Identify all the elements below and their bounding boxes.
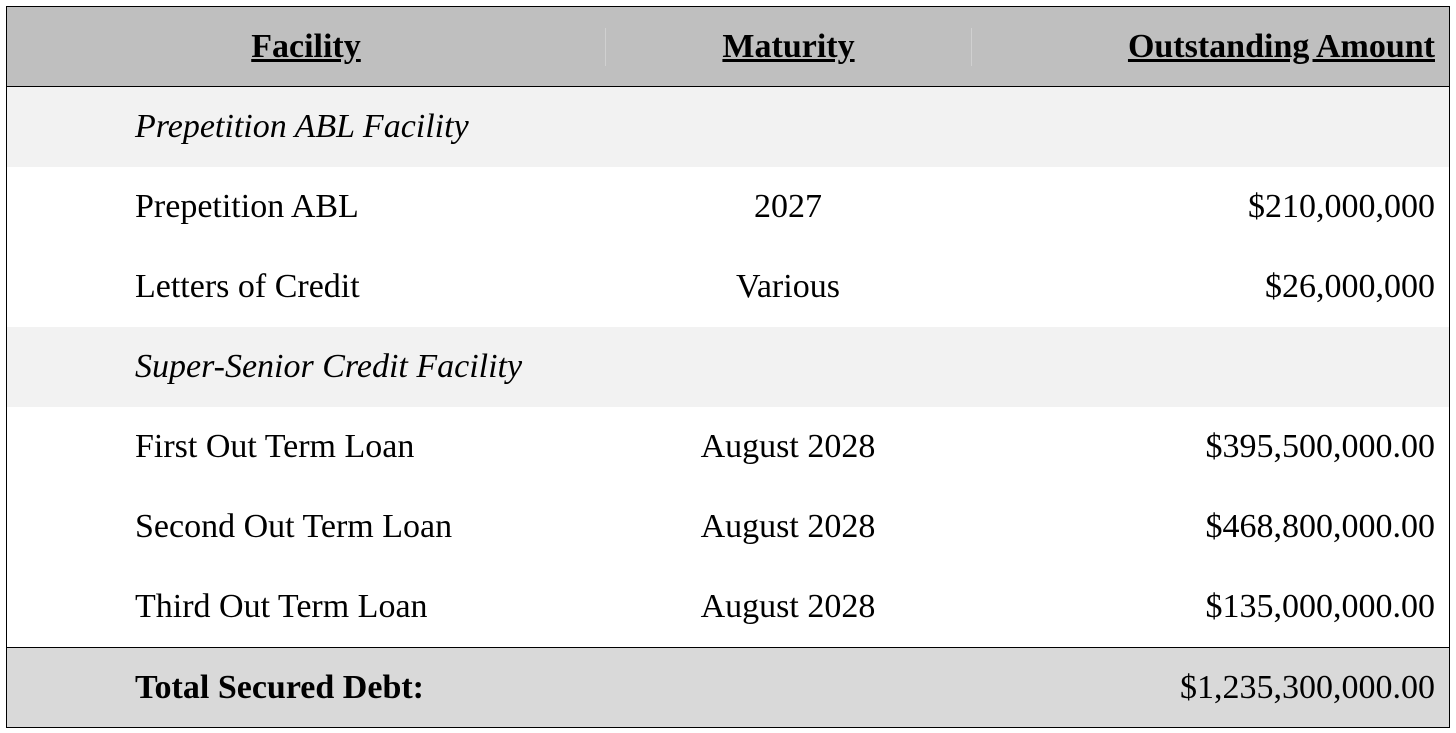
- facility-cell: Third Out Term Loan: [135, 588, 428, 625]
- facility-cell: Prepetition ABL: [135, 188, 359, 225]
- section-title: Super-Senior Credit Facility: [135, 348, 523, 385]
- maturity-cell: 2027: [754, 188, 822, 225]
- section-title: Prepetition ABL Facility: [135, 108, 469, 145]
- amount-cell: $26,000,000: [1265, 268, 1435, 305]
- column-header-maturity: Maturity: [605, 28, 971, 66]
- table-row: [7, 167, 1449, 247]
- table-row: [7, 567, 1449, 647]
- table-row: [7, 487, 1449, 567]
- facility-cell: Letters of Credit: [135, 268, 360, 305]
- amount-cell: $395,500,000.00: [1205, 428, 1435, 465]
- total-label: Total Secured Debt:: [135, 668, 424, 706]
- table-row: [7, 407, 1449, 487]
- section-row: [7, 327, 1449, 407]
- maturity-cell: August 2028: [700, 508, 876, 545]
- total-row: [7, 647, 1449, 727]
- secured-debt-table: [6, 6, 1450, 728]
- amount-cell: $135,000,000.00: [1205, 588, 1435, 625]
- column-header-facility: Facility: [251, 27, 361, 65]
- section-row: [7, 87, 1449, 167]
- facility-cell: Second Out Term Loan: [135, 508, 453, 545]
- column-header-outstanding-amount: Outstanding Amount: [971, 28, 1449, 66]
- maturity-cell: Various: [736, 268, 840, 305]
- amount-cell: $468,800,000.00: [1205, 508, 1435, 545]
- maturity-cell: August 2028: [700, 428, 876, 465]
- table-row: [7, 247, 1449, 327]
- facility-cell: First Out Term Loan: [135, 428, 415, 465]
- amount-cell: $210,000,000: [1248, 188, 1435, 225]
- maturity-cell: August 2028: [700, 588, 876, 625]
- total-amount: $1,235,300,000.00: [1180, 668, 1435, 706]
- table-header-row: [7, 7, 1449, 87]
